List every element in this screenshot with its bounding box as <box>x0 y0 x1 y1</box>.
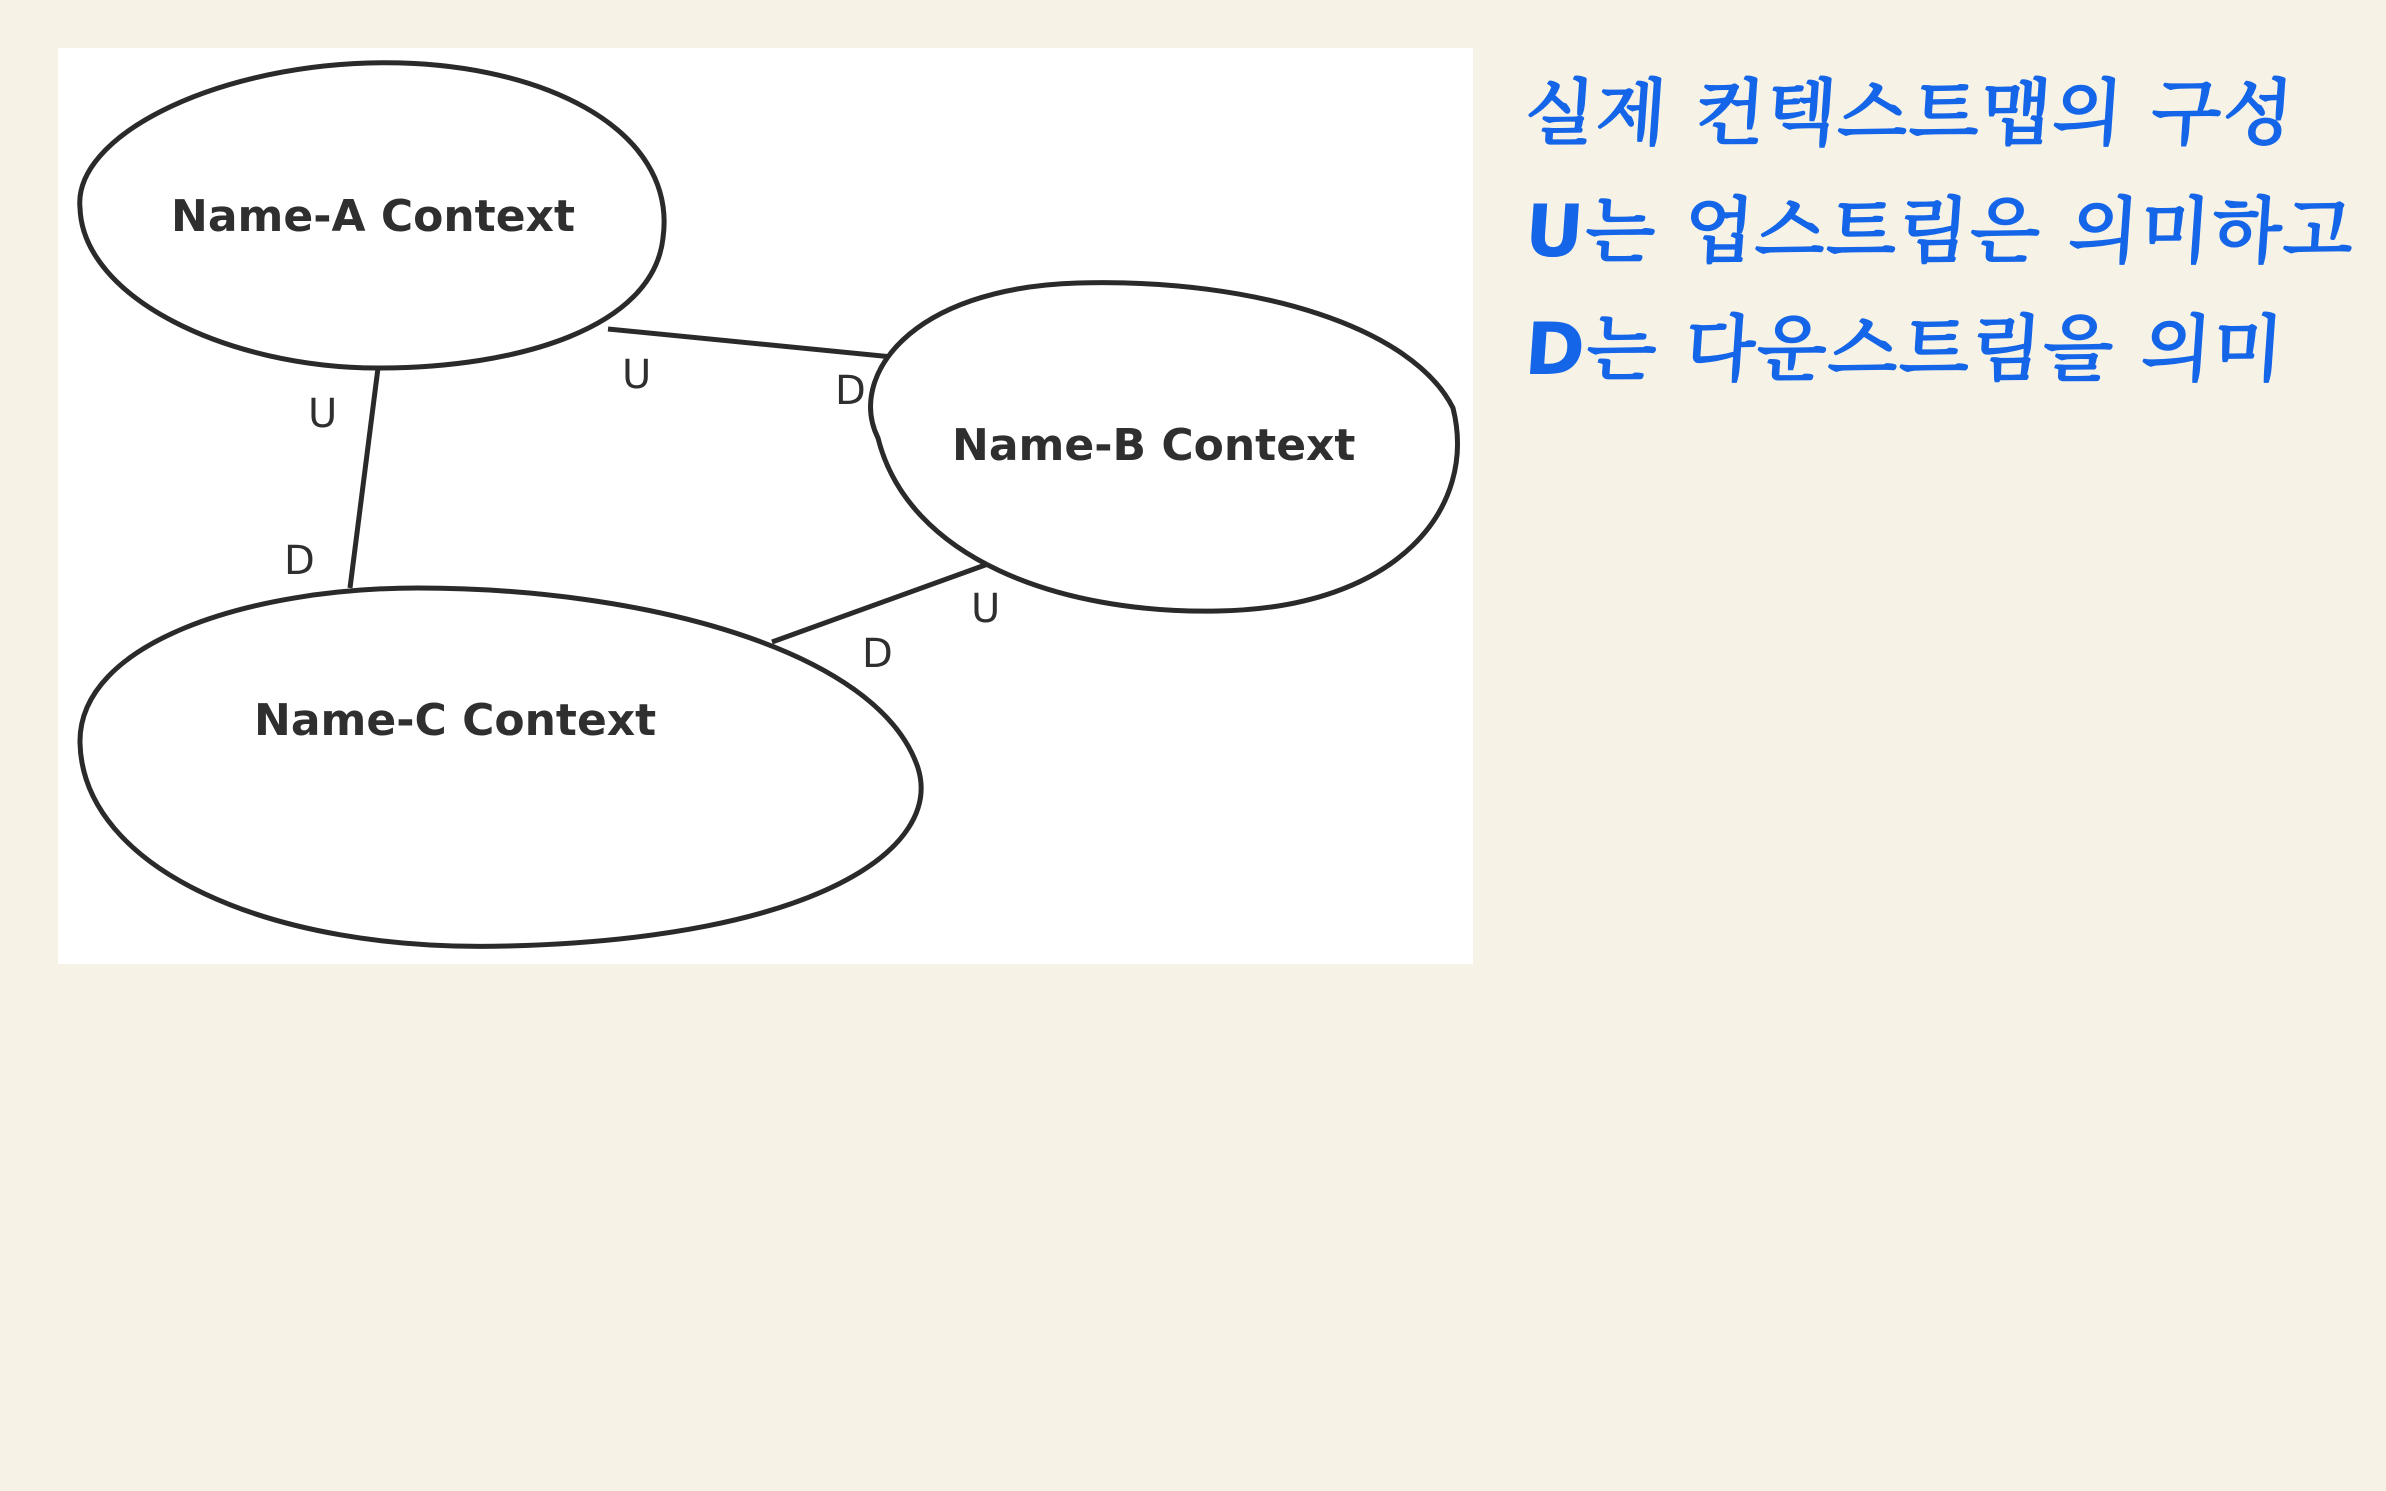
context-c-label: Name-C Context <box>254 695 657 746</box>
relation-line-a-c <box>350 368 378 588</box>
note-line-2: U는 업스트림은 의미하고 <box>1522 189 2359 273</box>
note-line-3: D는 다운스트림을 의미 <box>1522 307 2288 391</box>
relation-a-c-upstream-label: U <box>308 391 338 437</box>
handwritten-notes <box>1520 68 2360 422</box>
relation-line-a-b <box>608 329 933 361</box>
relation-a-b-upstream-label: U <box>622 352 652 398</box>
relation-b-c-upstream-label: U <box>971 586 1001 632</box>
context-c-shape[interactable] <box>80 588 921 946</box>
relation-b-c-downstream-label: D <box>862 631 893 677</box>
context-map-diagram <box>58 48 1473 964</box>
context-map-svg <box>58 48 1473 964</box>
context-b-label: Name-B Context <box>952 420 1356 471</box>
relation-a-b-downstream-label: D <box>835 368 866 414</box>
relation-a-c-downstream-label: D <box>284 538 315 584</box>
context-a-label: Name-A Context <box>171 191 575 242</box>
note-line-1: 실제 컨텍스트맵의 구성 <box>1522 71 2298 155</box>
